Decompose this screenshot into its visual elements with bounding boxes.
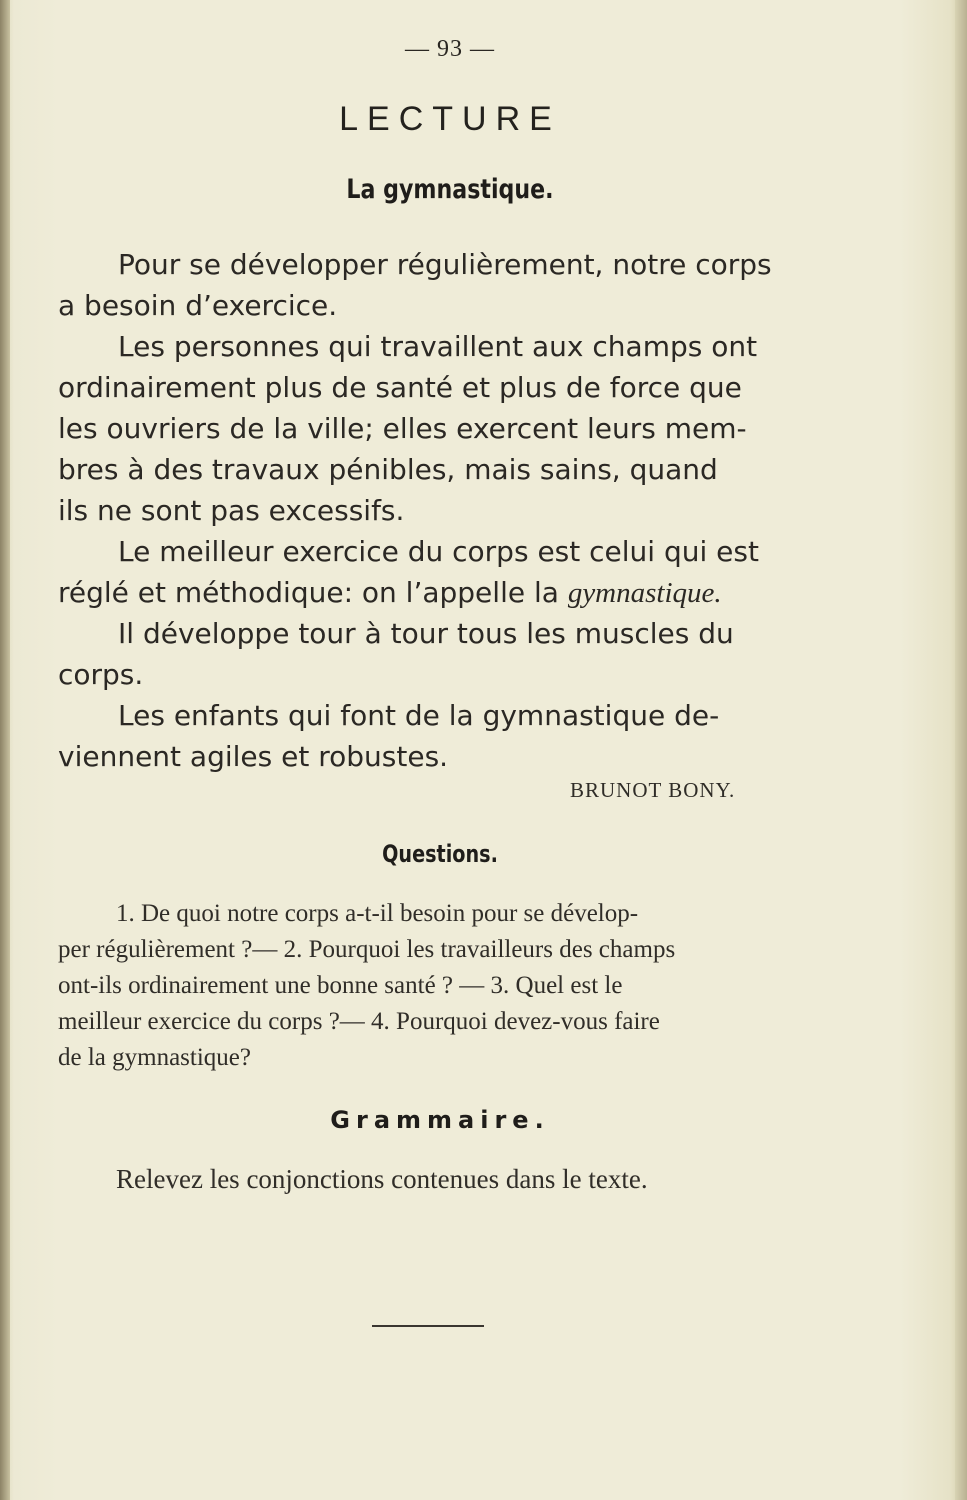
text-line: les ouvriers de la ville; elles exercent leurs mem-: [58, 412, 747, 445]
text-line: corps.: [58, 658, 144, 691]
questions-text: [58, 896, 830, 1076]
question-line: per régulièrement ?— 2. Pourquoi les travailleurs des champs: [58, 936, 676, 963]
text-line: Les personnes qui travaillent aux champs ont: [118, 330, 758, 363]
page-edge: [955, 0, 967, 1500]
reading-title: La gymnastique.: [346, 174, 554, 205]
page-number: — 93 —: [405, 36, 495, 62]
text-line: ils ne sont pas excessifs.: [58, 494, 405, 527]
question-line: meilleur exercice du corps ?— 4. Pourquoi devez-vous faire: [58, 1008, 660, 1035]
text-line: ordinairement plus de santé et plus de force que: [58, 371, 742, 404]
text-line: viennent agiles et robustes.: [58, 740, 449, 773]
closing-rule: [372, 1325, 484, 1327]
text-line: Il développe tour à tour tous les muscles du: [118, 617, 734, 650]
text-line: Pour se développer régulièrement, notre corps: [118, 248, 772, 281]
question-line: 1. De quoi notre corps a-t-il besoin pour se dévelop-: [116, 900, 639, 927]
italic-term: gymnastique.: [567, 577, 722, 609]
question-line: ont-ils ordinairement une bonne santé ? — 3. Quel est le: [58, 972, 623, 999]
text-segment: réglé et méthodique: on l’appelle la: [58, 576, 568, 609]
text-line: [58, 572, 830, 613]
reading-text: [58, 244, 830, 777]
text-line: Les enfants qui font de la gymnastique de-: [118, 699, 720, 732]
book-spine: [0, 0, 10, 1500]
grammar-instruction: Relevez les conjonctions contenues dans le texte.: [116, 1164, 648, 1194]
questions-heading: Questions.: [382, 840, 498, 868]
section-heading: LECTURE: [339, 100, 561, 138]
author-signature: BRUNOT BONY.: [570, 778, 736, 802]
question-line: de la gymnastique?: [58, 1044, 251, 1071]
text-line: a besoin d’exercice.: [58, 289, 338, 322]
grammar-heading: Grammaire.: [330, 1106, 550, 1134]
text-line: bres à des travaux pénibles, mais sains, quand: [58, 453, 718, 486]
text-line: Le meilleur exercice du corps est celui qui est: [118, 535, 759, 568]
